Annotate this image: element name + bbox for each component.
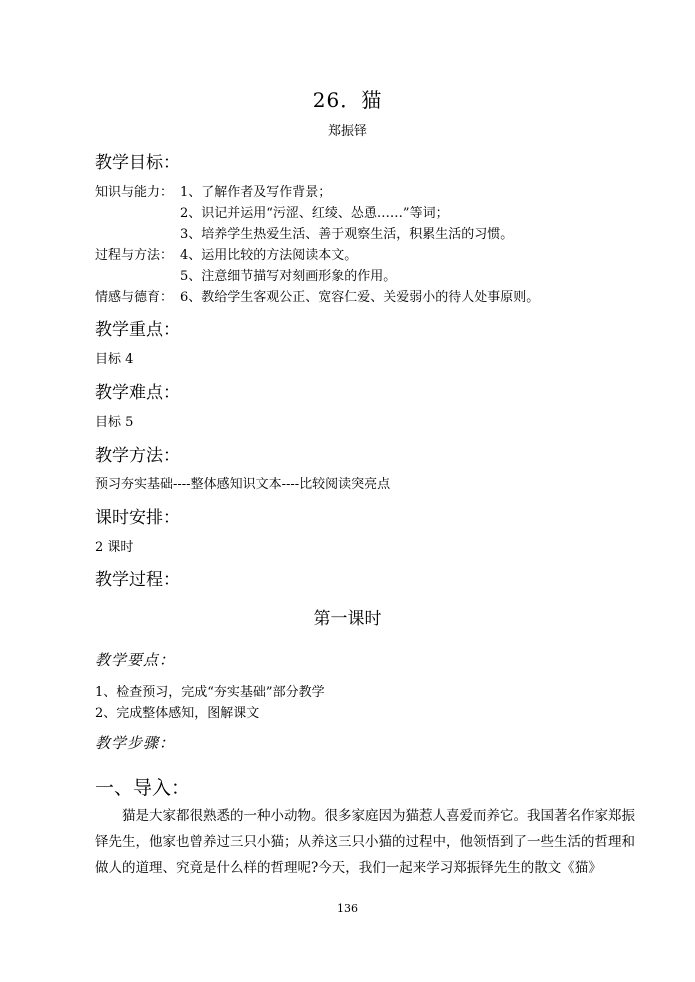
author-name: 郑振铎: [327, 124, 367, 139]
goal-item-3: 3、培养学生热爱生活、善于观察生活，积累生活的习惯。: [180, 227, 514, 242]
goal-label-emotion: 情感与德育：: [95, 290, 174, 305]
difficulties-text: 目标 5: [95, 415, 134, 430]
page-number: 136: [337, 902, 358, 915]
goal-label-knowledge: 知识与能力：: [95, 185, 174, 200]
difficulties-heading: 教学难点：: [95, 383, 180, 403]
goal-item-6: 6、教给学生客观公正、宽容仁爱、关爱弱小的待人处事原则。: [180, 290, 540, 305]
goals-heading: 教学目标：: [95, 153, 180, 173]
process-heading: 教学过程：: [95, 570, 180, 590]
lesson-key-item-2: 2、完成整体感知，图解课文: [95, 706, 260, 721]
lesson-key-heading: 教学要点：: [95, 651, 176, 669]
lesson-title: 第一课时: [313, 609, 382, 629]
goal-item-1: 1、了解作者及写作背景；: [180, 185, 332, 200]
key-points-heading: 教学重点：: [95, 320, 180, 340]
page-title: 26．猫: [312, 88, 383, 112]
lesson-steps-heading: 教学步骤：: [95, 734, 176, 752]
methods-text: 预习夯实基础----整体感知识文本----比较阅读突亮点: [95, 477, 391, 492]
goal-label-process: 过程与方法：: [95, 248, 174, 263]
schedule-heading: 课时安排：: [95, 508, 180, 528]
intro-heading: 一、导入：: [95, 777, 191, 799]
goal-item-5: 5、注意细节描写对刻画形象的作用。: [180, 269, 397, 284]
schedule-text: 2 课时: [95, 540, 134, 555]
methods-heading: 教学方法：: [95, 446, 180, 466]
key-points-text: 目标 4: [95, 352, 134, 367]
lesson-key-item-1: 1、检查预习，完成“夯实基础”部分教学: [95, 685, 325, 700]
intro-paragraph: 猫是大家都很熟悉的一种小动物。很多家庭因为猫惹人喜爱而养它。我国著名作家郑振铎先生，他家也曾养过三只小猫；从养这三只小猫的过程中，他领悟到了一些生活的哲理和做人的道理、究竟是什么样的哲理呢?今天，我们一起来学习郑振铎先生的散文《猫》: [95, 808, 635, 876]
goal-item-4: 4、运用比较的方法阅读本文。: [180, 248, 358, 263]
goal-item-2: 2、识记并运用“污涩、红绫、怂恿……”等词；: [180, 206, 449, 221]
